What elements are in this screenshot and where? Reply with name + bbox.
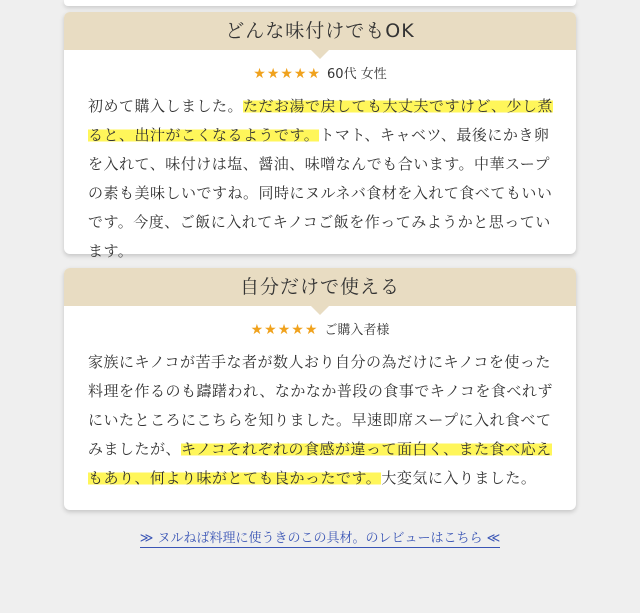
review-text-highlight: キノコそれぞれの食感が違って面白く、また食べ応えもあり、何より味がとても良かったです。 — [88, 440, 552, 487]
star-rating-icon: ★★★★★ — [250, 322, 319, 338]
review-body — [88, 92, 554, 266]
review-text-plain: 家族にキノコが苦手な者が数人おり自分の為だけにキノコを使った料理を作るのも躊躇われ、なかなか普段の食事でキノコを食べれずにいたところにこちらを知りました。早速即席スープに入れ食べてみましたが、 — [88, 353, 553, 458]
review-title: 自分だけで使える — [239, 276, 400, 298]
review-header — [64, 268, 576, 306]
more-reviews-link-text[interactable] — [140, 531, 501, 548]
star-rating-icon: ★★★★★ — [253, 66, 322, 82]
review-title: どんな味付けでもOK — [225, 20, 415, 42]
review-text-highlight: ただお湯で戻しても大丈夫ですけど、少し煮ると、出汁がこくなるようです。 — [88, 97, 554, 144]
double-chevron-right-icon: ≫ — [139, 531, 154, 546]
previous-card-edge — [64, 0, 576, 6]
review-text-plain: 大変気に入りました。 — [381, 469, 537, 487]
review-card — [64, 268, 576, 510]
review-body — [88, 348, 554, 493]
more-reviews-link[interactable] — [0, 527, 640, 546]
double-chevron-left-icon: ≪ — [486, 531, 501, 546]
reviewer-label: 60代 女性 — [327, 67, 387, 82]
header-pointer — [310, 49, 330, 59]
rating-row — [64, 320, 576, 340]
review-text-plain: 初めて購入しました。 — [88, 97, 244, 115]
review-header — [64, 12, 576, 50]
reviewer-label: ご購入者様 — [324, 323, 390, 338]
review-card — [64, 12, 576, 260]
header-pointer — [310, 305, 330, 315]
link-label[interactable]: ヌルねば料理に使うきのこの具材。のレビューはこちら — [157, 531, 483, 546]
review-text-plain: トマト、キャベツ、最後にかき卵を入れて、味付けは塩、醤油、味噌なんでも合います。中華スープの素も美味しいですね。同時にヌルネバ食材を入れて食べてもいいです。今度、ご飯に入れてキノコご飯を作ってみようかと思っています。 — [88, 126, 553, 260]
rating-row — [64, 64, 576, 84]
